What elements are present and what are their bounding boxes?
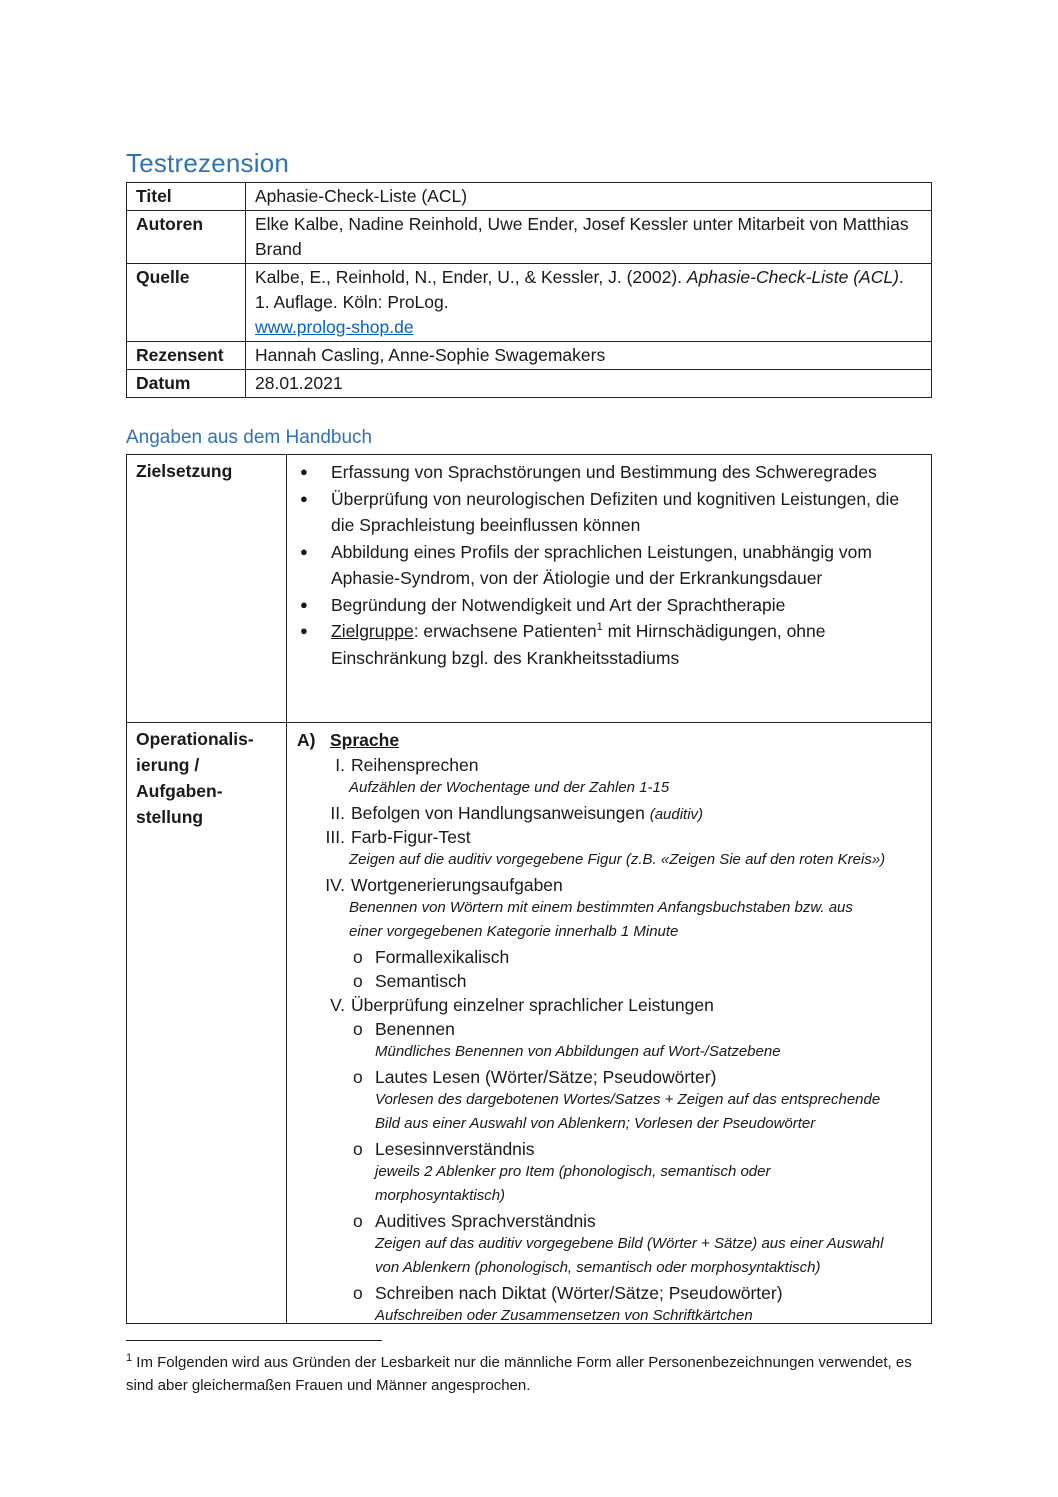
circle-bullet-icon: o (353, 1139, 363, 1159)
meta-value: 28.01.2021 (246, 370, 932, 398)
sub-list-item (297, 969, 922, 993)
item-description: einer vorgegebenen Kategorie innerhalb 1 Minute (349, 923, 679, 940)
roman-numeral: III. (325, 827, 345, 847)
sub-item-description: Aufschreiben oder Zusammensetzen von Schriftkärtchen (375, 1307, 753, 1324)
roman-numeral: IV. (325, 875, 345, 895)
section-title: Sprache (330, 730, 400, 750)
goal-text (331, 618, 920, 671)
page-title: Testrezension (126, 148, 290, 178)
list-item (298, 459, 920, 486)
operationalization-cell (287, 723, 932, 1324)
roman-numeral: II. (330, 803, 345, 823)
circle-bullet-icon: o (353, 1067, 363, 1087)
list-item (298, 618, 920, 671)
sub-list-item (297, 1065, 922, 1089)
sub-item-title: Auditives Sprachverständnis (375, 1211, 596, 1231)
source-edition: . 1. Auflage. Köln: ProLog. (255, 267, 904, 312)
sub-item-description: jeweils 2 Ablenker pro Item (phonologisch, semantisch oder (375, 1163, 771, 1180)
sub-list-item (297, 1137, 922, 1161)
sub-item-description: von Ablenkern (phonologisch, semantisch oder morphosyntaktisch) (375, 1259, 821, 1276)
sub-list-item (297, 1209, 922, 1233)
target-group-label: Zielgruppe (331, 621, 414, 641)
item-note: (auditiv) (649, 806, 704, 823)
list-item (297, 801, 922, 825)
bullet-icon: ● (300, 623, 308, 638)
goal-text-part: : erwachsene Patienten (413, 621, 597, 641)
goal-label: Zielsetzung (127, 455, 287, 723)
footnote-text: Im Folgenden wird aus Gründen der Lesbarkeit nur die männliche Form aller Personenbezeichnungen verwendet, es sind aber gleichermaßen Frauen und Männer angesprochen. (126, 1354, 912, 1394)
list-item (297, 873, 922, 897)
label-line: stellung (136, 807, 204, 827)
sub-item-title: Semantisch (375, 971, 467, 991)
meta-value-source (246, 264, 932, 342)
goal-cell (287, 455, 932, 723)
table-row (127, 455, 932, 723)
sub-list-item (297, 1017, 922, 1041)
label-line: Operationalis- (136, 729, 254, 749)
footnote-ref: 1 (596, 621, 603, 634)
circle-bullet-icon: o (353, 947, 363, 967)
list-item (298, 486, 920, 539)
roman-numeral: I. (335, 755, 345, 775)
list-item (297, 993, 922, 1017)
goal-text-part: mit Hirnschädigungen, ohne Einschränkung bzgl. des Krankheitsstadiums (331, 621, 826, 668)
table-row (127, 264, 932, 342)
item-description: Zeigen auf die auditiv vorgegebene Figur (z.B. «Zeigen Sie auf den roten Kreis») (349, 851, 886, 868)
section-marker: A) (297, 730, 316, 750)
sub-item-description: morphosyntaktisch) (375, 1187, 506, 1204)
meta-key: Titel (127, 183, 246, 211)
bullet-icon: ● (300, 490, 308, 506)
meta-key: Autoren (127, 211, 246, 264)
sub-item-title: Lautes Lesen (Wörter/Sätze; Pseudowörter) (375, 1067, 717, 1087)
sub-list-item (297, 1281, 922, 1305)
operationalization-label (127, 723, 287, 1324)
sub-item-title: Benennen (375, 1019, 455, 1039)
label-line: ierung / (136, 755, 200, 775)
item-title: Wortgenerierungsaufgaben (351, 875, 563, 895)
bullet-icon: ● (300, 596, 308, 612)
goal-text: Erfassung von Sprachstörungen und Bestimmung des Schweregrades (331, 462, 877, 482)
meta-key: Rezensent (127, 342, 246, 370)
footnote-divider (126, 1340, 382, 1341)
review-meta-table (126, 182, 932, 398)
section-a-row (297, 727, 922, 753)
sub-list-item (297, 945, 922, 969)
item-title: Farb-Figur-Test (351, 827, 471, 847)
sub-item-title: Lesesinnverständnis (375, 1139, 535, 1159)
list-item (298, 539, 920, 592)
meta-value: Hannah Casling, Anne-Sophie Swagemakers (246, 342, 932, 370)
sub-item-description: Zeigen auf das auditiv vorgegebene Bild (Wörter + Sätze) aus einer Auswahl (375, 1235, 884, 1252)
table-row (127, 723, 932, 1324)
circle-bullet-icon: o (353, 1283, 363, 1303)
sub-item-description: Bild aus einer Auswahl von Ablenkern; Vorlesen der Pseudowörter (375, 1115, 816, 1132)
meta-key: Quelle (127, 264, 246, 342)
label-line: Aufgaben- (136, 781, 223, 801)
section-heading: Angaben aus dem Handbuch (126, 427, 373, 448)
circle-bullet-icon: o (353, 971, 363, 991)
meta-key: Datum (127, 370, 246, 398)
list-item (298, 592, 920, 619)
circle-bullet-icon: o (353, 1211, 363, 1231)
item-title: Befolgen von Handlungsanweisungen (351, 803, 650, 823)
source-citation: Kalbe, E., Reinhold, N., Ender, U., & Kessler, J. (2002). (255, 267, 687, 287)
roman-numeral: V. (330, 995, 345, 1015)
goal-text: Begründung der Notwendigkeit und Art der Sprachtherapie (331, 594, 786, 615)
sub-item-title: Formallexikalisch (375, 947, 510, 967)
table-row (127, 370, 932, 398)
publisher-link[interactable]: www.prolog-shop.de (255, 317, 414, 337)
source-title: Aphasie-Check-Liste (ACL) (686, 267, 899, 287)
footnote-number: 1 (126, 1352, 133, 1364)
meta-value: Aphasie-Check-Liste (ACL) (246, 183, 932, 211)
table-row (127, 342, 932, 370)
list-item (297, 825, 922, 849)
footnote (126, 1351, 932, 1397)
handbook-table (126, 454, 932, 1324)
bullet-icon: ● (300, 464, 308, 479)
sub-item-description: Vorlesen des dargebotenen Wortes/Satzes + Zeigen auf das entsprechende (375, 1091, 881, 1108)
goal-text: Überprüfung von neurologischen Defiziten und kognitiven Leistungen, die die Sprachleistung beeinflussen können (331, 488, 900, 535)
item-title: Reihensprechen (351, 755, 479, 775)
bullet-icon: ● (300, 543, 308, 559)
meta-value: Elke Kalbe, Nadine Reinhold, Uwe Ender, Josef Kessler unter Mitarbeit von Matthias Brand (246, 211, 932, 264)
list-item (297, 753, 922, 777)
item-description: Benennen von Wörtern mit einem bestimmten Anfangsbuchstaben bzw. aus (349, 899, 853, 916)
circle-bullet-icon: o (353, 1019, 363, 1039)
table-row (127, 211, 932, 264)
sub-item-description: Mündliches Benennen von Abbildungen auf Wort-/Satzebene (375, 1043, 781, 1060)
item-description: Aufzählen der Wochentage und der Zahlen 1-15 (349, 779, 670, 796)
item-title: Überprüfung einzelner sprachlicher Leistungen (351, 995, 714, 1015)
table-row (127, 183, 932, 211)
goal-text: Abbildung eines Profils der sprachlichen Leistungen, unabhängig vom Aphasie-Syndrom, von der Ätiologie und der Erkrankungsdauer (331, 541, 872, 588)
sub-item-title: Schreiben nach Diktat (Wörter/Sätze; Pseudowörter) (375, 1283, 783, 1303)
